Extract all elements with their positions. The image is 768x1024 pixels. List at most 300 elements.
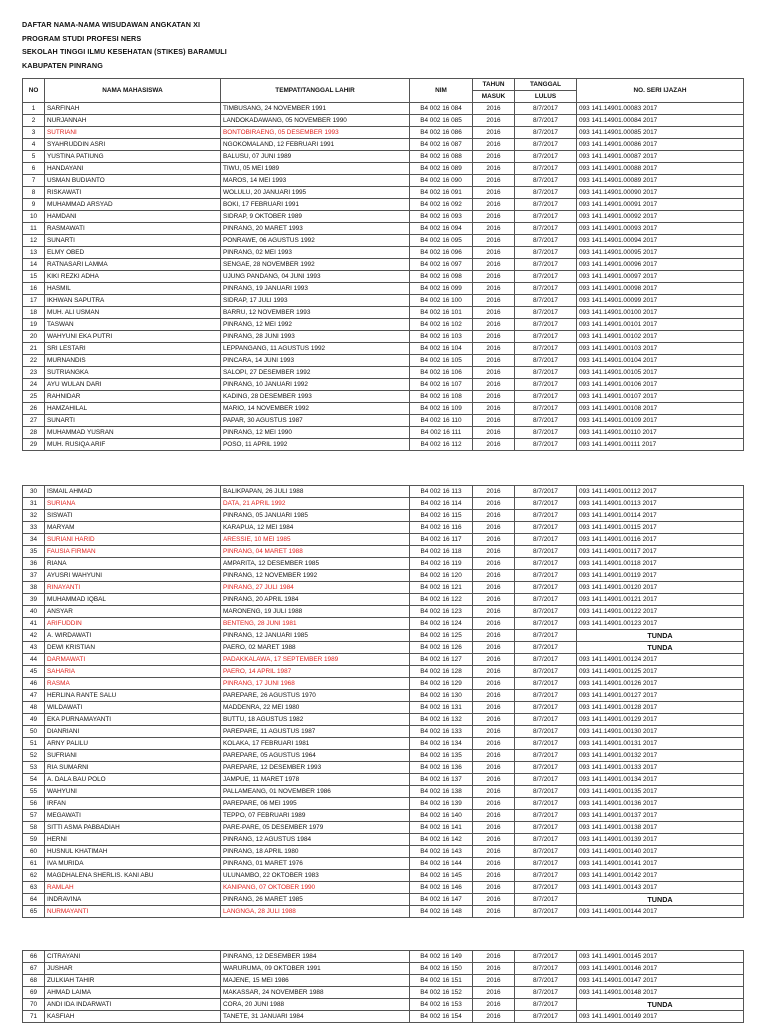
entry-year: 2016 — [473, 319, 515, 331]
table-row — [23, 199, 744, 211]
graduation-date: 8/7/2017 — [515, 307, 577, 319]
graduation-date: 8/7/2017 — [515, 951, 577, 963]
entry-year: 2016 — [473, 199, 515, 211]
student-name: NURMAYANTI — [45, 906, 221, 918]
birth-place-date: SIDRAP, 9 OKTOBER 1989 — [221, 211, 410, 223]
diploma-serial: 093 141.14901.00090 2017 — [577, 187, 744, 199]
student-id: B4 002 16 102 — [410, 319, 473, 331]
row-number: 62 — [23, 870, 45, 882]
diploma-serial: 093 141.14901.00108 2017 — [577, 403, 744, 415]
entry-year: 2016 — [473, 307, 515, 319]
graduation-date: 8/7/2017 — [515, 702, 577, 714]
diploma-serial: 093 141.14901.00143 2017 — [577, 882, 744, 894]
student-id: B4 002 16 149 — [410, 951, 473, 963]
row-number: 11 — [23, 223, 45, 235]
graduation-date: 8/7/2017 — [515, 163, 577, 175]
diploma-serial: 093 141.14901.00096 2017 — [577, 259, 744, 271]
graduation-date: 8/7/2017 — [515, 594, 577, 606]
student-id: B4 002 16 126 — [410, 642, 473, 654]
table-row — [23, 498, 744, 510]
diploma-serial: 093 141.14901.00137 2017 — [577, 810, 744, 822]
diploma-serial: 093 141.14901.00132 2017 — [577, 750, 744, 762]
birth-place-date: PINRANG, 12 MEI 1990 — [221, 427, 410, 439]
diploma-serial: 093 141.14901.00088 2017 — [577, 163, 744, 175]
entry-year: 2016 — [473, 558, 515, 570]
graduation-date: 8/7/2017 — [515, 498, 577, 510]
student-id: B4 002 16 100 — [410, 295, 473, 307]
student-id: B4 002 16 110 — [410, 415, 473, 427]
graduation-date: 8/7/2017 — [515, 987, 577, 999]
diploma-serial: 093 141.14901.00111 2017 — [577, 439, 744, 451]
row-number: 13 — [23, 247, 45, 259]
student-name: SAHARIA — [45, 666, 221, 678]
entry-year: 2016 — [473, 127, 515, 139]
diploma-serial: 093 141.14901.00085 2017 — [577, 127, 744, 139]
graduation-date: 8/7/2017 — [515, 963, 577, 975]
student-id: B4 002 16 109 — [410, 403, 473, 415]
student-name: HAMZAHILAL — [45, 403, 221, 415]
student-name: MUH. RUSIQA ARIF — [45, 439, 221, 451]
col-header-no: NO — [23, 79, 45, 103]
graduation-date: 8/7/2017 — [515, 367, 577, 379]
entry-year: 2016 — [473, 786, 515, 798]
graduation-date: 8/7/2017 — [515, 439, 577, 451]
graduation-date: 8/7/2017 — [515, 211, 577, 223]
birth-place-date: BENTENG, 28 JUNI 1981 — [221, 618, 410, 630]
student-id: B4 002 16 106 — [410, 367, 473, 379]
student-id: B4 002 16 153 — [410, 999, 473, 1011]
entry-year: 2016 — [473, 774, 515, 786]
birth-place-date: PINRANG, 10 JANUARI 1992 — [221, 379, 410, 391]
birth-place-date: TEPPO, 07 FEBRUARI 1989 — [221, 810, 410, 822]
diploma-serial: 093 141.14901.00117 2017 — [577, 546, 744, 558]
row-number: 12 — [23, 235, 45, 247]
student-name: MUH. ALI USMAN — [45, 307, 221, 319]
row-number: 45 — [23, 666, 45, 678]
table-row — [23, 175, 744, 187]
birth-place-date: PINRANG, 20 MARET 1993 — [221, 223, 410, 235]
row-number: 2 — [23, 115, 45, 127]
student-name: HAMDANI — [45, 211, 221, 223]
table-row — [23, 319, 744, 331]
entry-year: 2016 — [473, 690, 515, 702]
table-row — [23, 427, 744, 439]
diploma-serial: 093 141.14901.00123 2017 — [577, 618, 744, 630]
graduation-date: 8/7/2017 — [515, 690, 577, 702]
table-row — [23, 666, 744, 678]
diploma-serial: 093 141.14901.00147 2017 — [577, 975, 744, 987]
student-id: B4 002 16 098 — [410, 271, 473, 283]
row-number: 15 — [23, 271, 45, 283]
diploma-serial: 093 141.14901.00119 2017 — [577, 570, 744, 582]
student-id: B4 002 16 104 — [410, 343, 473, 355]
graduation-date: 8/7/2017 — [515, 558, 577, 570]
table-row — [23, 987, 744, 999]
row-number: 38 — [23, 582, 45, 594]
birth-place-date: BALUSU, 07 JUNI 1989 — [221, 151, 410, 163]
student-id: B4 002 16 146 — [410, 882, 473, 894]
student-id: B4 002 16 136 — [410, 762, 473, 774]
entry-year: 2016 — [473, 103, 515, 115]
table-row — [23, 163, 744, 175]
entry-year: 2016 — [473, 642, 515, 654]
student-name: SISWATI — [45, 510, 221, 522]
birth-place-date: UJUNG PANDANG, 04 JUNI 1993 — [221, 271, 410, 283]
table-row — [23, 343, 744, 355]
graduation-date: 8/7/2017 — [515, 331, 577, 343]
row-number: 6 — [23, 163, 45, 175]
student-name: YUSTINA PATIUNG — [45, 151, 221, 163]
table-row — [23, 211, 744, 223]
table-row — [23, 570, 744, 582]
diploma-serial: 093 141.14901.00124 2017 — [577, 654, 744, 666]
row-number: 27 — [23, 415, 45, 427]
student-id: B4 002 16 113 — [410, 486, 473, 498]
student-name: RINAYANTI — [45, 582, 221, 594]
student-name: ELMY OBED — [45, 247, 221, 259]
table-row — [23, 139, 744, 151]
birth-place-date: PINRANG, 19 JANUARI 1993 — [221, 283, 410, 295]
row-number: 19 — [23, 319, 45, 331]
graduation-date: 8/7/2017 — [515, 630, 577, 642]
row-number: 56 — [23, 798, 45, 810]
student-name: MAGDHALENA SHERLIS. KANI ABU — [45, 870, 221, 882]
entry-year: 2016 — [473, 139, 515, 151]
birth-place-date: PADAKKALAWA, 17 SEPTEMBER 1989 — [221, 654, 410, 666]
graduation-date: 8/7/2017 — [515, 618, 577, 630]
entry-year: 2016 — [473, 987, 515, 999]
graduation-date: 8/7/2017 — [515, 223, 577, 235]
birth-place-date: PINRANG, 27 JULI 1984 — [221, 582, 410, 594]
birth-place-date: SIDRAP, 17 JULI 1993 — [221, 295, 410, 307]
col-header-tahun-masuk: MASUK — [473, 91, 515, 103]
diploma-serial: 093 141.14901.00098 2017 — [577, 283, 744, 295]
diploma-serial: 093 141.14901.00094 2017 — [577, 235, 744, 247]
student-id: B4 002 16 138 — [410, 786, 473, 798]
col-header-ttl: TEMPAT/TANGGAL LAHIR — [221, 79, 410, 103]
diploma-serial: TUNDA — [577, 630, 744, 642]
birth-place-date: BONTOBIRAENG, 05 DESEMBER 1993 — [221, 127, 410, 139]
entry-year: 2016 — [473, 211, 515, 223]
table-row — [23, 750, 744, 762]
diploma-serial: 093 141.14901.00148 2017 — [577, 987, 744, 999]
entry-year: 2016 — [473, 975, 515, 987]
diploma-serial: 093 141.14901.00144 2017 — [577, 906, 744, 918]
table-row — [23, 738, 744, 750]
graduation-date: 8/7/2017 — [515, 582, 577, 594]
student-name: ZULKIAH TAHIR — [45, 975, 221, 987]
student-id: B4 002 16 125 — [410, 630, 473, 642]
entry-year: 2016 — [473, 498, 515, 510]
table-row — [23, 510, 744, 522]
diploma-serial: 093 141.14901.00100 2017 — [577, 307, 744, 319]
birth-place-date: BOKI, 17 FEBRUARI 1991 — [221, 199, 410, 211]
student-id: B4 002 16 089 — [410, 163, 473, 175]
table-row — [23, 103, 744, 115]
entry-year: 2016 — [473, 594, 515, 606]
row-number: 37 — [23, 570, 45, 582]
graduation-date: 8/7/2017 — [515, 999, 577, 1011]
graduation-date: 8/7/2017 — [515, 750, 577, 762]
student-name: KASFIAH — [45, 1011, 221, 1023]
student-name: NURJANNAH — [45, 115, 221, 127]
entry-year: 2016 — [473, 798, 515, 810]
diploma-serial: 093 141.14901.00087 2017 — [577, 151, 744, 163]
table-row — [23, 963, 744, 975]
entry-year: 2016 — [473, 870, 515, 882]
row-number: 57 — [23, 810, 45, 822]
row-number: 22 — [23, 355, 45, 367]
graduation-date: 8/7/2017 — [515, 247, 577, 259]
table-row — [23, 726, 744, 738]
diploma-serial: 093 141.14901.00134 2017 — [577, 774, 744, 786]
student-id: B4 002 16 116 — [410, 522, 473, 534]
entry-year: 2016 — [473, 654, 515, 666]
student-name: MEGAWATI — [45, 810, 221, 822]
table-row — [23, 522, 744, 534]
table-row — [23, 834, 744, 846]
graduation-date: 8/7/2017 — [515, 379, 577, 391]
student-id: B4 002 16 148 — [410, 906, 473, 918]
row-number: 69 — [23, 987, 45, 999]
graduation-date: 8/7/2017 — [515, 522, 577, 534]
table-row — [23, 858, 744, 870]
entry-year: 2016 — [473, 391, 515, 403]
graduation-date: 8/7/2017 — [515, 570, 577, 582]
entry-year: 2016 — [473, 247, 515, 259]
student-id: B4 002 16 152 — [410, 987, 473, 999]
graduation-date: 8/7/2017 — [515, 882, 577, 894]
student-name: A. WIRDAWATI — [45, 630, 221, 642]
student-id: B4 002 16 150 — [410, 963, 473, 975]
student-name: SARFINAH — [45, 103, 221, 115]
table-row — [23, 355, 744, 367]
birth-place-date: MADDENRA, 22 MEI 1980 — [221, 702, 410, 714]
entry-year: 2016 — [473, 618, 515, 630]
diploma-serial: 093 141.14901.00133 2017 — [577, 762, 744, 774]
document-header — [22, 18, 227, 72]
student-id: B4 002 16 141 — [410, 822, 473, 834]
entry-year: 2016 — [473, 834, 515, 846]
graduation-date: 8/7/2017 — [515, 858, 577, 870]
student-id: B4 002 16 085 — [410, 115, 473, 127]
row-number: 63 — [23, 882, 45, 894]
graduation-date: 8/7/2017 — [515, 283, 577, 295]
graduation-date: 8/7/2017 — [515, 726, 577, 738]
student-name: KIKI REZKI ADHA — [45, 271, 221, 283]
student-id: B4 002 16 108 — [410, 391, 473, 403]
graduation-date: 8/7/2017 — [515, 798, 577, 810]
birth-place-date: TIWU, 05 MEI 1989 — [221, 163, 410, 175]
graduates-table-part-3 — [22, 950, 744, 1023]
table-row — [23, 259, 744, 271]
diploma-serial: 093 141.14901.00146 2017 — [577, 963, 744, 975]
diploma-serial: 093 141.14901.00089 2017 — [577, 175, 744, 187]
row-number: 1 — [23, 103, 45, 115]
student-id: B4 002 16 112 — [410, 439, 473, 451]
student-name: MUHAMMAD IQBAL — [45, 594, 221, 606]
row-number: 58 — [23, 822, 45, 834]
student-name: RAMLAH — [45, 882, 221, 894]
student-name: IVA MURIDA — [45, 858, 221, 870]
diploma-serial: 093 141.14901.00103 2017 — [577, 343, 744, 355]
graduation-date: 8/7/2017 — [515, 187, 577, 199]
entry-year: 2016 — [473, 963, 515, 975]
row-number: 33 — [23, 522, 45, 534]
graduation-date: 8/7/2017 — [515, 175, 577, 187]
birth-place-date: CORA, 20 JUNI 1988 — [221, 999, 410, 1011]
row-number: 41 — [23, 618, 45, 630]
header-institution: SEKOLAH TINGGI ILMU KESEHATAN (STIKES) BARAMULI — [22, 47, 227, 56]
student-name: A. DALA BAU POLO — [45, 774, 221, 786]
graduation-date: 8/7/2017 — [515, 762, 577, 774]
birth-place-date: PARE-PARE, 05 DESEMBER 1979 — [221, 822, 410, 834]
graduation-date: 8/7/2017 — [515, 654, 577, 666]
student-name: ARNY PALILU — [45, 738, 221, 750]
student-name: HUSNUL KHATIMAH — [45, 846, 221, 858]
diploma-serial: TUNDA — [577, 894, 744, 906]
table-row — [23, 594, 744, 606]
diploma-serial: 093 141.14901.00122 2017 — [577, 606, 744, 618]
entry-year: 2016 — [473, 570, 515, 582]
student-id: B4 002 16 119 — [410, 558, 473, 570]
table-row — [23, 546, 744, 558]
table-row — [23, 115, 744, 127]
student-id: B4 002 16 094 — [410, 223, 473, 235]
birth-place-date: MAROS, 14 MEI 1993 — [221, 175, 410, 187]
student-id: B4 002 16 111 — [410, 427, 473, 439]
table-row — [23, 894, 744, 906]
table-row — [23, 534, 744, 546]
birth-place-date: PAREPARE, 12 DESEMBER 1993 — [221, 762, 410, 774]
student-name: WILDAWATI — [45, 702, 221, 714]
diploma-serial: TUNDA — [577, 642, 744, 654]
row-number: 35 — [23, 546, 45, 558]
table-row — [23, 151, 744, 163]
student-name: IRFAN — [45, 798, 221, 810]
birth-place-date: PAREPARE, 06 MEI 1995 — [221, 798, 410, 810]
row-number: 50 — [23, 726, 45, 738]
student-name: ANDI IDA INDARWATI — [45, 999, 221, 1011]
row-number: 3 — [23, 127, 45, 139]
student-name: SUTRIANGKA — [45, 367, 221, 379]
row-number: 71 — [23, 1011, 45, 1023]
birth-place-date: PINRANG, 20 APRIL 1984 — [221, 594, 410, 606]
birth-place-date: KANIPANG, 07 OKTOBER 1990 — [221, 882, 410, 894]
birth-place-date: TANETE, 31 JANUARI 1984 — [221, 1011, 410, 1023]
student-name: SITTI ASMA PABBADIAH — [45, 822, 221, 834]
graduation-date: 8/7/2017 — [515, 678, 577, 690]
birth-place-date: PALLAMEANG, 01 NOVEMBER 1986 — [221, 786, 410, 798]
birth-place-date: DATA, 21 APRIL 1992 — [221, 498, 410, 510]
student-name: HERNI — [45, 834, 221, 846]
student-id: B4 002 16 107 — [410, 379, 473, 391]
birth-place-date: PAERO, 02 MARET 1988 — [221, 642, 410, 654]
birth-place-date: AMPARITA, 12 DESEMBER 1985 — [221, 558, 410, 570]
graduation-date: 8/7/2017 — [515, 894, 577, 906]
entry-year: 2016 — [473, 810, 515, 822]
student-name: AYU WULAN DARI — [45, 379, 221, 391]
student-name: EKA PURNAMAYANTI — [45, 714, 221, 726]
table-row — [23, 1011, 744, 1023]
student-id: B4 002 16 120 — [410, 570, 473, 582]
student-id: B4 002 16 091 — [410, 187, 473, 199]
graduation-date: 8/7/2017 — [515, 510, 577, 522]
row-number: 51 — [23, 738, 45, 750]
student-name: AYUSRI WAHYUNI — [45, 570, 221, 582]
row-number: 29 — [23, 439, 45, 451]
row-number: 32 — [23, 510, 45, 522]
row-number: 70 — [23, 999, 45, 1011]
student-id: B4 002 16 097 — [410, 259, 473, 271]
student-name: RIANA — [45, 558, 221, 570]
row-number: 43 — [23, 642, 45, 654]
student-id: B4 002 16 093 — [410, 211, 473, 223]
student-name: AHMAD LAIMA — [45, 987, 221, 999]
entry-year: 2016 — [473, 1011, 515, 1023]
birth-place-date: ARESSIE, 10 MEI 1985 — [221, 534, 410, 546]
student-name: ARIFUDDIN — [45, 618, 221, 630]
student-name: DEWI KRISTIAN — [45, 642, 221, 654]
table-row — [23, 187, 744, 199]
diploma-serial: 093 141.14901.00116 2017 — [577, 534, 744, 546]
birth-place-date: KARAPUA, 12 MEI 1984 — [221, 522, 410, 534]
student-id: B4 002 16 090 — [410, 175, 473, 187]
table-row — [23, 235, 744, 247]
diploma-serial: 093 141.14901.00093 2017 — [577, 223, 744, 235]
birth-place-date: KADING, 28 DESEMBER 1993 — [221, 391, 410, 403]
student-id: B4 002 16 127 — [410, 654, 473, 666]
birth-place-date: PINRANG, 12 MEI 1992 — [221, 319, 410, 331]
table-row — [23, 714, 744, 726]
entry-year: 2016 — [473, 259, 515, 271]
birth-place-date: LANDOKADAWANG, 05 NOVEMBER 1990 — [221, 115, 410, 127]
entry-year: 2016 — [473, 283, 515, 295]
table-row — [23, 295, 744, 307]
graduation-date: 8/7/2017 — [515, 271, 577, 283]
student-name: MUHAMMAD ARSYAD — [45, 199, 221, 211]
diploma-serial: 093 141.14901.00121 2017 — [577, 594, 744, 606]
row-number: 21 — [23, 343, 45, 355]
table-row — [23, 690, 744, 702]
entry-year: 2016 — [473, 546, 515, 558]
student-name: MURNANDIS — [45, 355, 221, 367]
birth-place-date: BARRU, 12 NOVEMBER 1993 — [221, 307, 410, 319]
table-row — [23, 810, 744, 822]
table-row — [23, 786, 744, 798]
student-name: DARMAWATI — [45, 654, 221, 666]
graduation-date: 8/7/2017 — [515, 786, 577, 798]
diploma-serial: 093 141.14901.00102 2017 — [577, 331, 744, 343]
table-row — [23, 558, 744, 570]
graduation-date: 8/7/2017 — [515, 486, 577, 498]
birth-place-date: PINCARA, 14 JUNI 1993 — [221, 355, 410, 367]
birth-place-date: PAPAR, 30 AGUSTUS 1987 — [221, 415, 410, 427]
col-header-seri: NO. SERI IJAZAH — [577, 79, 744, 103]
student-id: B4 002 16 105 — [410, 355, 473, 367]
entry-year: 2016 — [473, 846, 515, 858]
student-id: B4 002 16 088 — [410, 151, 473, 163]
diploma-serial: 093 141.14901.00091 2017 — [577, 199, 744, 211]
header-title: DAFTAR NAMA-NAMA WISUDAWAN ANGKATAN XI — [22, 20, 201, 29]
birth-place-date: PAREPARE, 26 AGUSTUS 1970 — [221, 690, 410, 702]
student-name: SUFRIANI — [45, 750, 221, 762]
graduates-table-part-1 — [22, 78, 744, 451]
entry-year: 2016 — [473, 666, 515, 678]
diploma-serial: 093 141.14901.00086 2017 — [577, 139, 744, 151]
diploma-serial: 093 141.14901.00109 2017 — [577, 415, 744, 427]
row-number: 4 — [23, 139, 45, 151]
